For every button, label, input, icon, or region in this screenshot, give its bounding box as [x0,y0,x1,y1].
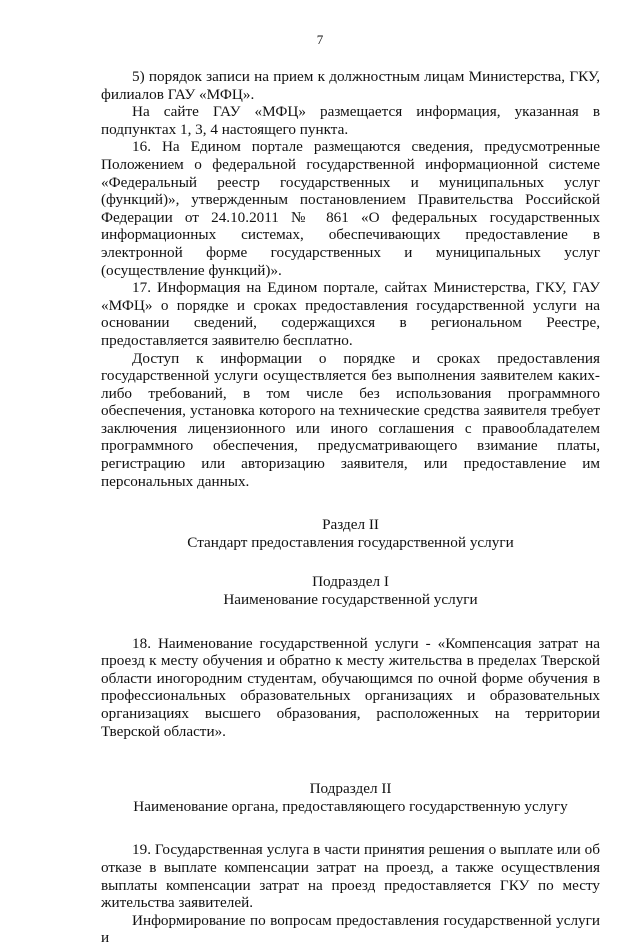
section-label: Раздел II [322,516,379,534]
paragraph-mfc-site: На сайте ГАУ «МФЦ» размещается информация, указанная в подпунктах 1, 3, 4 настоящего пункта. [101,103,600,138]
paragraph-17: 17. Информация на Едином портале, сайтах Министерства, ГКУ, ГАУ «МФЦ» о порядке и сроках предоставления государственной услуги на основании сведений, содержащихся в региональном Реестре, предоставляется заявителю бесплатно. [101,279,600,349]
subsection-1-title: Наименование государственной услуги [223,591,478,609]
section-title: Стандарт предоставления государственной услуги [187,533,514,551]
subsection-1-label: Подраздел I [312,573,389,591]
paragraph-informing: Информирование по вопросам предоставления государственной услуги и [101,911,600,947]
paragraph-19: 19. Государственная услуга в части принятия решения о выплате или об отказе в выплате компенсации затрат на проезд, а также осуществления выплаты компенсации затрат на проезд предоставляется ГКУ по месту жительства заявителей. [101,841,600,912]
paragraph-item-5: 5) порядок записи на прием к должностным лицам Министерства, ГКУ, филиалов ГАУ «МФЦ». [101,68,600,103]
document-body [101,68,600,947]
subsection-2-title: Наименование органа, предоставляющего государственную услугу [133,797,568,815]
subsection-2-label: Подраздел II [309,780,392,798]
paragraph-access: Доступ к информации о порядке и сроках предоставления государственной услуги осуществляется без выполнения заявителем каких-либо требований, в том числе без использования программного обеспечения, установка которого на технические средства заявителя требует заключения лицензионного или иного соглашения с правообладателем программного обеспечения, предусматривающего взимание платы, регистрацию или авторизацию заявителя, или предоставление им персональных данных. [101,349,600,490]
paragraph-16: 16. На Едином портале размещаются сведения, предусмотренные Положением о федеральной государственной информационной системе «Федеральный реестр государственных и муниципальных услуг (функций)», утвержденным постановлением Правительства Российской Федерации от 24.10.2011 № 861 «О федеральных государственных информационных системах, обеспечивающих предоставление в электронной форме государственных и муниципальных услуг (осуществление функций)». [101,138,600,279]
page-number: 7 [316,32,324,47]
paragraph-18: 18. Наименование государственной услуги - «Компенсация затрат на проезд к месту обучения и обратно к месту жительства в пределах Тверской области иногородним студентам, обучающимся по очной форме обучения в профессиональных образовательных организациях и образовательных организациях высшего образования, расположенных на территории Тверской области». [101,634,600,740]
